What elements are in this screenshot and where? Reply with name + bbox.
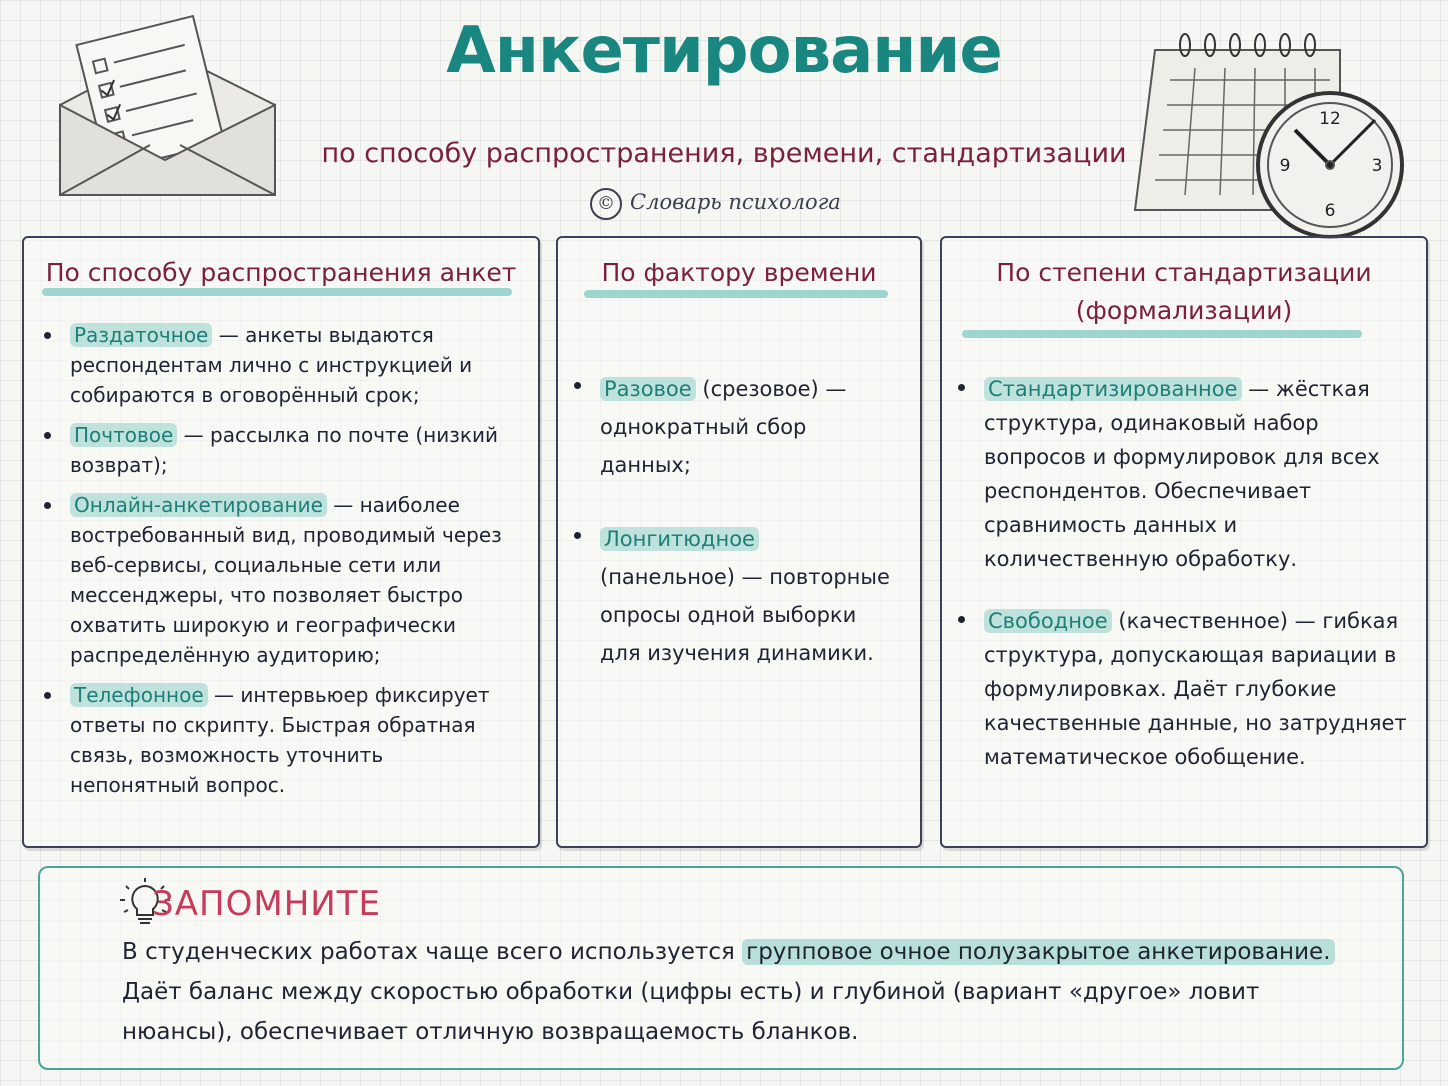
list-item xyxy=(570,520,900,672)
list-item xyxy=(40,420,516,480)
card-title-standardization xyxy=(942,254,1426,330)
clock-three: 3 xyxy=(1371,156,1383,176)
item-text: — рассылка по почте (низкий возврат); xyxy=(70,423,498,477)
tip-text-after: Даёт баланс между скоростью обработки (цифры есть) и глубиной (вариант «другое» ловит нюансы), обеспечивает отличную возвращаемость бланков. xyxy=(122,979,1260,1045)
list-item xyxy=(954,372,1408,576)
list-item xyxy=(40,680,516,800)
item-text: — интервьюер фиксирует ответы по скрипту. Быстрая обратная связь, возможность уточнить непонятный вопрос. xyxy=(70,683,490,797)
title-underline xyxy=(42,288,512,296)
title-underline xyxy=(962,330,1362,338)
card-time xyxy=(556,236,922,848)
tip-heading: ЗАПОМНИТЕ xyxy=(152,884,381,924)
item-text: (срезовое) — однократный сбор данных; xyxy=(600,377,847,477)
term: Онлайн-анкетирование xyxy=(70,493,327,517)
card-distribution xyxy=(22,236,540,848)
term: Почтовое xyxy=(70,423,177,447)
time-list xyxy=(570,370,900,672)
tip-text xyxy=(122,932,1372,1052)
tip-text-before: В студенческих работах чаще всего используется xyxy=(122,939,743,965)
term: Лонгитюдное xyxy=(600,527,759,551)
card-title-line2: (формализации) xyxy=(1075,296,1293,325)
list-item xyxy=(40,320,516,410)
page-subtitle: по способу распространения, времени, стандартизации xyxy=(321,138,1127,169)
card-title-line1: По степени стандартизации xyxy=(996,258,1372,287)
credit-text: Словарь психолога xyxy=(630,190,841,214)
card-title-distribution: По способу распространения анкет xyxy=(45,258,517,287)
credit xyxy=(590,188,841,220)
card-standardization xyxy=(940,236,1428,848)
item-text: — жёсткая структура, одинаковый набор вопросов и формулировок для всех респондентов. Обеспечивает сравнимость данных и количественную обработку. xyxy=(984,377,1380,571)
clock-six: 6 xyxy=(1324,201,1336,221)
term: Раздаточное xyxy=(70,323,212,347)
copyright-icon: © xyxy=(590,188,622,220)
item-text: — анкеты выдаются респондентам лично с инструкцией и собираются в оговорённый срок; xyxy=(70,323,473,407)
card-title-time: По фактору времени xyxy=(601,258,877,287)
list-item xyxy=(954,604,1408,774)
item-text: (панельное) — повторные опросы одной выборки для изучения динамики. xyxy=(600,565,890,665)
term: Разовое xyxy=(600,377,696,401)
tip-highlight: групповое очное полузакрытое анкетирование. xyxy=(742,939,1334,965)
term: Свободное xyxy=(984,609,1112,633)
item-text: — наиболее востребованный вид, проводимый через веб-сервисы, социальные сети или мессенджеры, что позволяет быстро охватить широкую и географически распределённую аудиторию; xyxy=(70,493,502,667)
distribution-list xyxy=(40,320,516,800)
term: Телефонное xyxy=(70,683,208,707)
clock-nine: 9 xyxy=(1279,156,1291,176)
page-title: Анкетирование xyxy=(446,14,1002,88)
list-item xyxy=(570,370,900,484)
list-item xyxy=(40,490,516,670)
term: Стандартизированное xyxy=(984,377,1242,401)
standardization-list xyxy=(954,372,1408,774)
item-text: (качественное) — гибкая структура, допускающая вариации в формулировках. Даёт глубокие качественные данные, но затрудняет математическое обобщение. xyxy=(984,609,1407,769)
title-underline xyxy=(584,290,888,298)
clock-twelve: 12 xyxy=(1319,109,1341,129)
